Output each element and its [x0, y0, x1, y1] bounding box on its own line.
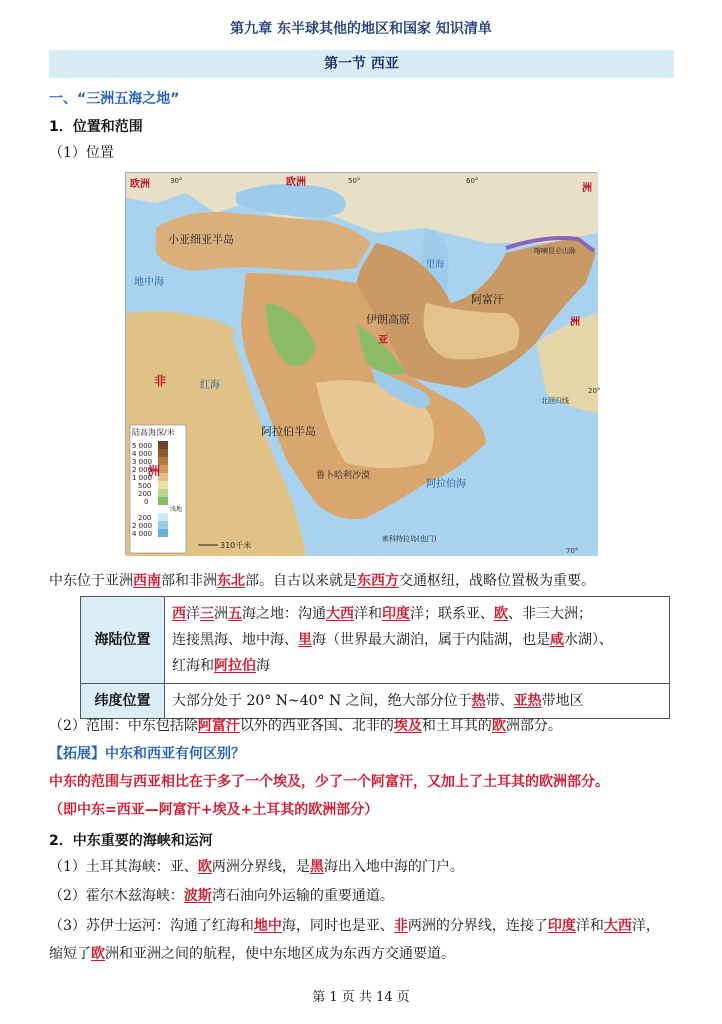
svg-text:阿拉伯半岛: 阿拉伯半岛: [261, 425, 316, 438]
svg-text:喀喇昆仑山脉: 喀喇昆仑山脉: [534, 247, 576, 255]
page-footer: 第 1 页 共 14 页: [312, 990, 410, 1005]
svg-text:地中海: 地中海: [134, 277, 164, 288]
part-heading: 一、“三洲五海之地”: [49, 91, 180, 107]
svg-text:伊朗高原: 伊朗高原: [366, 313, 410, 326]
extend-formula: （即中东=西亚—阿富汗+埃及+土耳其的欧洲部分）: [49, 802, 379, 818]
svg-text:30°: 30°: [170, 177, 183, 185]
sub-heading-location: 1．位置和范围: [49, 119, 143, 135]
svg-text:3 000: 3 000: [132, 458, 153, 466]
location-paragraph: 中东位于亚洲西南部和非洲东北部。自古以来就是东西方交通枢纽，战略位置极为重要。: [49, 573, 595, 589]
strait-item: （3）苏伊士运河：沟通了红海和地中海，同时也是亚、非两洲的分界线，连接了印度洋和大西洋，: [49, 918, 660, 934]
range-paragraph: （2）范围：中东包括除阿富汗以外的西亚各国、北非的埃及和土耳其的欧洲部分。: [49, 718, 562, 734]
legend-swatches: [158, 441, 168, 537]
svg-text:非: 非: [154, 374, 167, 388]
svg-text:2 000: 2 000: [132, 522, 153, 530]
item-location: （1）位置: [49, 145, 114, 161]
west-asia-map: [125, 172, 601, 555]
strait-item: （2）霍尔木兹海峡：波斯湾石油向外运输的重要通道。: [49, 888, 394, 904]
svg-text:洲: 洲: [148, 464, 161, 478]
svg-text:70°: 70°: [566, 547, 579, 555]
table-cell-sea-land: 西洋三洲五海之地：沟通大西洋和印度洋；联系亚、欧、非三大洲； 连接黑海、地中海、里海（世界最大湖泊，属于内陆湖，也是咸水湖）、 红海和阿拉伯海: [165, 597, 670, 684]
svg-text:0: 0: [144, 498, 149, 506]
svg-text:红海: 红海: [200, 380, 220, 391]
page-title: 第九章 东半球其他的地区和国家 知识清单: [230, 21, 492, 37]
svg-text:4 000: 4 000: [132, 450, 153, 458]
svg-text:阿拉伯海: 阿拉伯海: [426, 479, 466, 490]
sub-heading-straits: 2．中东重要的海峡和运河: [49, 833, 213, 849]
svg-text:200: 200: [138, 514, 152, 522]
svg-text:鲁卜哈利沙漠: 鲁卜哈利沙漠: [316, 471, 371, 481]
svg-text:欧洲: 欧洲: [130, 179, 150, 190]
svg-text:北回归线: 北回归线: [541, 397, 569, 405]
table-row: [81, 684, 670, 719]
strait-item: 缩短了欧洲和亚洲之间的航程，使中东地区成为东西方交通要道。: [49, 946, 455, 962]
table-row: [81, 597, 670, 684]
svg-text:小亚细亚半岛: 小亚细亚半岛: [168, 233, 234, 246]
svg-text:索科特拉岛(也门): 索科特拉岛(也门): [382, 535, 437, 543]
svg-text:200: 200: [138, 490, 152, 498]
svg-text:20°: 20°: [588, 387, 601, 395]
map-scale: 310千米: [220, 541, 252, 550]
svg-text:2 000: 2 000: [132, 466, 153, 474]
svg-text:洲: 洲: [570, 317, 580, 328]
table-cell-latitude: 大部分处于 20° N~40° N 之间，绝大部分位于热带、亚热带地区: [165, 684, 670, 719]
strait-item: （1）土耳其海峡：亚、欧两洲分界线，是黑海出入地中海的门户。: [49, 859, 464, 875]
extend-answer: 中东的范围与西亚相比在于多了一个埃及，少了一个阿富汗，又加上了土耳其的欧洲部分。: [49, 774, 609, 790]
legend-title: 陆高海深/米: [132, 428, 175, 437]
svg-text:60°: 60°: [466, 177, 479, 185]
svg-text:4 000: 4 000: [132, 530, 153, 538]
svg-text:阿富汗: 阿富汗: [471, 293, 504, 306]
svg-text:亚: 亚: [378, 335, 388, 346]
svg-text:5 000: 5 000: [132, 442, 153, 450]
extend-question: 【拓展】中东和西亚有何区别？: [49, 746, 245, 762]
table-head-sea-land: 海陆位置: [81, 597, 165, 684]
svg-text:500: 500: [138, 482, 152, 490]
svg-text:欧洲: 欧洲: [286, 177, 306, 188]
svg-text:里海: 里海: [426, 260, 445, 270]
svg-text:1 000: 1 000: [132, 474, 153, 482]
section-title: 第一节 西亚: [49, 50, 674, 78]
svg-text:洲: 洲: [582, 183, 592, 194]
table-head-latitude: 纬度位置: [81, 684, 165, 719]
svg-text:50°: 50°: [348, 177, 361, 185]
svg-text:浅地: 浅地: [170, 506, 183, 513]
location-table: [80, 596, 670, 719]
